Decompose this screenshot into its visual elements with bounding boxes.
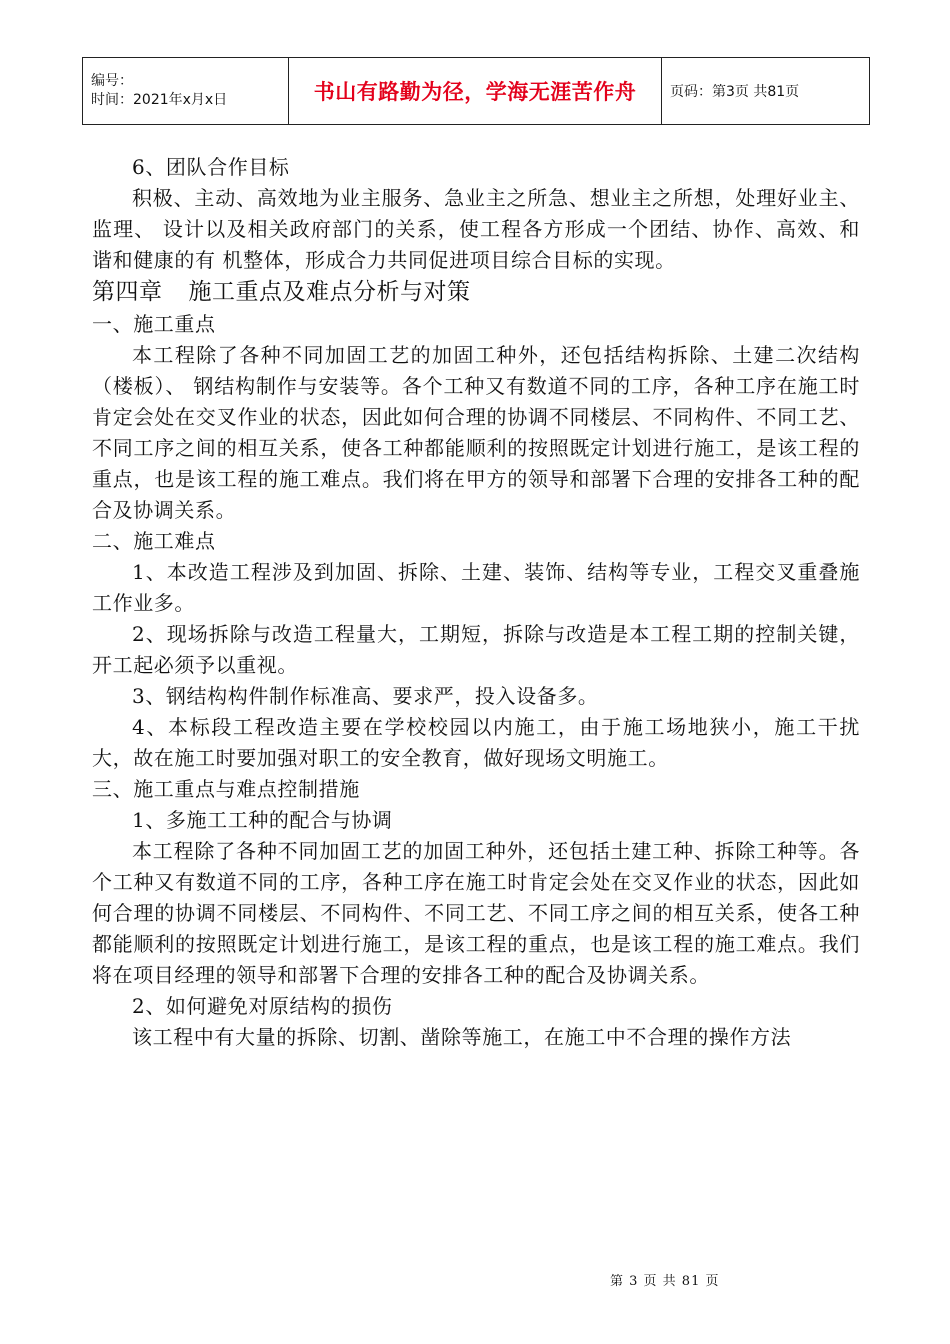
chapter-heading	[92, 276, 860, 309]
document-body	[92, 152, 860, 1053]
chapter-number: 第四章	[92, 279, 163, 305]
section2-item-3: 3、钢结构构件制作标准高、要求严，投入设备多。	[132, 684, 599, 708]
section2-item-1: 1、本改造工程涉及到加固、拆除、土建、装饰、结构等专业，工程交叉重叠施工作业多。	[92, 560, 860, 615]
number-label: 编号：	[91, 73, 133, 89]
document-header	[82, 57, 870, 125]
chapter-title: 施工重点及难点分析与对策	[188, 279, 471, 305]
goal-heading: 6、团队合作目标	[132, 155, 290, 179]
section1-heading: 一、施工重点	[92, 312, 216, 336]
section3-sub2-paragraph: 该工程中有大量的拆除、切割、凿除等施工，在施工中不合理的操作方法	[132, 1025, 792, 1049]
section2-item-2: 2、现场拆除与改造工程量大，工期短，拆除与改造是本工程工期的控制关键，开工起必须予以重视。	[92, 622, 860, 677]
header-motto: 书山有路勤为径，学海无涯苦作舟	[289, 58, 662, 125]
section3-heading: 三、施工重点与难点控制措施	[92, 777, 360, 801]
header-page-info: 页码：第3页 共81页	[662, 58, 870, 125]
goal-paragraph: 积极、主动、高效地为业主服务、急业主之所急、想业主之所想，处理好业主、监理、 设计以及相关政府部门的关系，使工程各方形成一个团结、协作、高效、和谐和健康的有 机整体，形成合力共同促进项目综合目标的实现。	[92, 186, 860, 272]
page-footer: 第 3 页 共 81 页	[610, 1274, 720, 1289]
section2-item-4: 4、本标段工程改造主要在学校校园以内施工，由于施工场地狭小，施工干扰大，故在施工时要加强对职工的安全教育，做好现场文明施工。	[92, 715, 860, 770]
time-label: 时间：2021年x月x日	[91, 92, 228, 108]
section3-sub1-paragraph: 本工程除了各种不同加固工艺的加固工种外，还包括土建工种、拆除工种等。各个工种又有数道不同的工序，各种工序在施工时肯定会处在交叉作业的状态，因此如何合理的协调不同楼层、不同构件、不同工艺、不同工序之间的相互关系，使各工种都能顺利的按照既定计划进行施工，是该工程的重点，也是该工程的施工难点。我们将在项目经理的领导和部署下合理的安排各工种的配合及协调关系。	[92, 839, 860, 987]
section3-sub1-heading: 1、多施工工种的配合与协调	[132, 808, 393, 832]
section2-heading: 二、施工难点	[92, 529, 216, 553]
header-meta-cell	[83, 58, 289, 125]
section3-sub2-heading: 2、如何避免对原结构的损伤	[132, 994, 393, 1018]
section1-paragraph: 本工程除了各种不同加固工艺的加固工种外，还包括结构拆除、土建二次结构（楼板）、 钢结构制作与安装等。各个工种又有数道不同的工序，各种工序在施工时肯定会处在交叉作业的状态，因此如何合理的协调不同楼层、不同构件、不同工艺、不同工序之间的相互关系，使各工种都能顺利的按照既定计划进行施工，是该工程的重点，也是该工程的施工难点。我们将在甲方的领导和部署下合理的安排各工种的配合及协调关系。	[92, 343, 860, 522]
